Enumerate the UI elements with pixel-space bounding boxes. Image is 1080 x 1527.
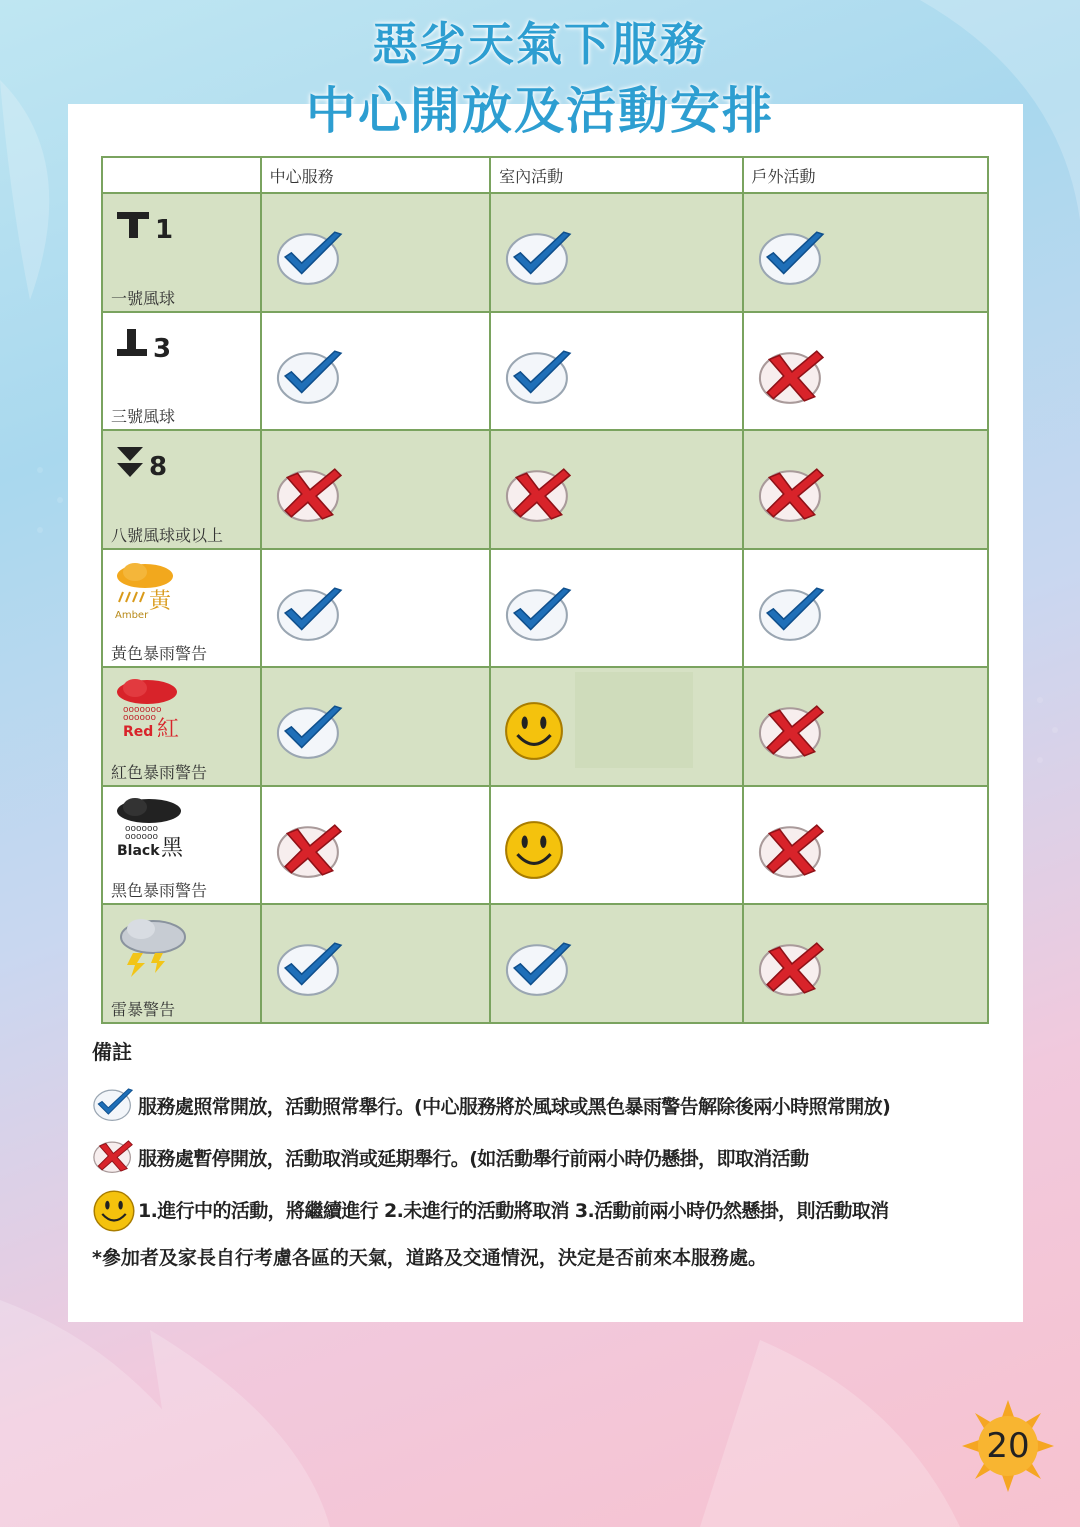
cross-icon — [756, 937, 830, 1003]
check-icon — [503, 582, 577, 648]
signal-cell — [102, 193, 261, 312]
header-indoor: 室內活動 — [490, 157, 742, 193]
smiley-icon — [503, 819, 565, 885]
weather-signal-icon — [113, 323, 193, 371]
check-icon — [274, 937, 348, 1003]
cross-icon — [756, 819, 830, 885]
cross-icon — [274, 463, 348, 529]
svg-text:oooooo: oooooo — [125, 831, 159, 842]
page-number: 20 — [986, 1426, 1030, 1466]
signal-cell — [102, 549, 261, 668]
notes-title: 備註 — [92, 1040, 132, 1064]
cross-icon — [92, 1137, 138, 1177]
table-row — [102, 786, 988, 905]
svg-text:oooooo: oooooo — [125, 823, 159, 834]
title-line-2: 中心開放及活動安排 — [306, 82, 774, 140]
notes-section — [92, 1036, 1002, 1270]
check-icon — [503, 226, 577, 292]
status-cell — [490, 312, 742, 431]
status-cell — [743, 904, 988, 1023]
table-row — [102, 430, 988, 549]
cross-icon — [503, 463, 577, 529]
header-outdoor: 戶外活動 — [743, 157, 988, 193]
svg-text:Black: Black — [117, 842, 160, 859]
note-cross-text: 服務處暫停開放，活動取消或延期舉行。(如活動舉行前兩小時仍懸掛，即取消活動 — [138, 1147, 809, 1170]
header-center-service: 中心服務 — [261, 157, 490, 193]
weather-signal-icon — [113, 560, 193, 626]
status-cell — [743, 549, 988, 668]
smiley-icon — [92, 1189, 138, 1229]
check-icon — [274, 700, 348, 766]
check-icon — [92, 1085, 138, 1125]
svg-text:Amber: Amber — [115, 609, 149, 621]
svg-text:ooooooo: ooooooo — [123, 705, 162, 715]
check-icon — [756, 582, 830, 648]
status-cell — [490, 549, 742, 668]
note-cross — [92, 1131, 1002, 1183]
table-row — [102, 904, 988, 1023]
status-cell — [490, 786, 742, 905]
signal-label: 黃色暴雨警告 — [111, 644, 208, 663]
blank-patch — [575, 672, 693, 768]
table-row — [102, 312, 988, 431]
page-number-badge — [962, 1400, 1054, 1492]
table-row — [102, 193, 988, 312]
check-icon — [274, 226, 348, 292]
cross-icon — [274, 819, 348, 885]
weather-signal-icon — [113, 204, 193, 252]
header-blank — [102, 157, 261, 193]
note-smiley-text: 1.進行中的活動，將繼續進行 2.未進行的活動將取消 3.活動前兩小時仍然懸掛，則活動取消 — [138, 1199, 889, 1222]
smiley-icon — [503, 700, 565, 766]
svg-text:1: 1 — [155, 215, 174, 245]
signal-label: 紅色暴雨警告 — [111, 762, 208, 782]
check-icon — [756, 226, 830, 292]
weather-signal-icon — [113, 797, 193, 863]
note-check-text: 服務處照常開放，活動照常舉行。(中心服務將於風球或黑色暴雨警告解除後兩小時照常開放) — [138, 1095, 891, 1118]
table-row — [102, 667, 988, 786]
svg-text:Red: Red — [123, 724, 154, 740]
signal-label: 雷暴警告 — [111, 999, 176, 1019]
signal-cell — [102, 667, 261, 786]
svg-text:3: 3 — [153, 333, 172, 364]
signal-cell — [102, 430, 261, 549]
status-cell — [743, 786, 988, 905]
check-icon — [274, 345, 348, 411]
svg-text:紅: 紅 — [157, 717, 180, 740]
svg-text:oooooo: oooooo — [123, 713, 157, 723]
status-cell — [261, 430, 490, 549]
weather-arrangement-table — [101, 156, 989, 1024]
cross-icon — [756, 345, 830, 411]
status-cell — [261, 193, 490, 312]
cross-icon — [756, 700, 830, 766]
status-cell — [743, 312, 988, 431]
svg-text:黑: 黑 — [161, 835, 184, 859]
status-cell — [261, 667, 490, 786]
svg-text:8: 8 — [149, 452, 168, 482]
status-cell — [490, 904, 742, 1023]
status-cell — [261, 786, 490, 905]
signal-cell — [102, 312, 261, 431]
signal-label: 八號風球或以上 — [111, 525, 224, 545]
note-star-text: *參加者及家長自行考慮各區的天氣，道路及交通情況，決定是否前來本服務處。 — [92, 1247, 767, 1269]
check-icon — [503, 937, 577, 1003]
cross-icon — [756, 463, 830, 529]
signal-label: 三號風球 — [111, 407, 176, 426]
title-line-1: 惡劣天氣下服務 — [372, 17, 708, 71]
status-cell — [743, 667, 988, 786]
check-icon — [503, 345, 577, 411]
svg-text:黃: 黃 — [149, 588, 172, 614]
status-cell — [261, 312, 490, 431]
status-cell — [261, 549, 490, 668]
status-cell — [743, 193, 988, 312]
note-smiley — [92, 1183, 1002, 1235]
status-cell — [490, 430, 742, 549]
weather-signal-icon — [113, 678, 193, 744]
page-title — [0, 14, 1080, 148]
signal-cell — [102, 786, 261, 905]
status-cell — [490, 667, 742, 786]
check-icon — [274, 582, 348, 648]
status-cell — [743, 430, 988, 549]
signal-cell — [102, 904, 261, 1023]
weather-signal-icon — [113, 915, 193, 983]
signal-label: 黑色暴雨警告 — [111, 881, 208, 900]
weather-signal-icon — [113, 441, 193, 489]
signal-label: 一號風球 — [111, 288, 176, 308]
status-cell — [490, 193, 742, 312]
status-cell — [261, 904, 490, 1023]
note-check — [92, 1079, 1002, 1131]
table-row — [102, 549, 988, 668]
